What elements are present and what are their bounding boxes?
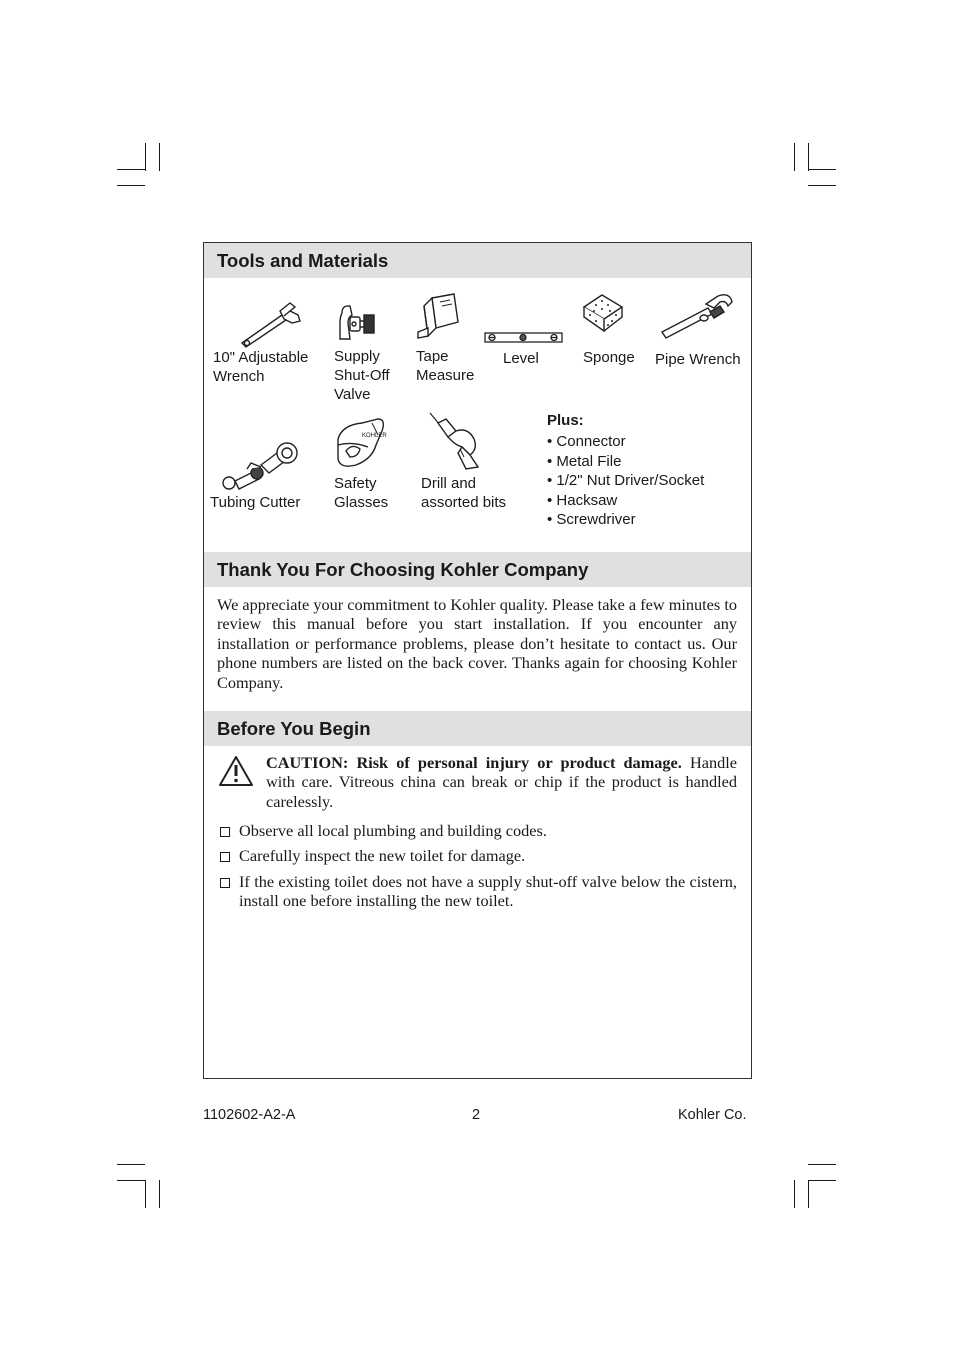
tool-label-safety-glasses: Safety Glasses bbox=[334, 475, 389, 511]
checklist-item bbox=[218, 821, 737, 840]
tool-level bbox=[484, 331, 564, 345]
content-frame bbox=[203, 242, 752, 1079]
sponge-icon bbox=[582, 293, 624, 335]
plus-item: • Screwdriver bbox=[547, 511, 636, 529]
tool-tape-measure bbox=[414, 292, 462, 340]
plus-item: • Hacksaw bbox=[547, 491, 618, 509]
tool-label-adjustable-wrench: 10" Adjustable Wrench bbox=[213, 349, 309, 385]
checklist-item bbox=[218, 846, 737, 865]
checkbox-icon bbox=[220, 827, 230, 837]
tool-label-sponge: Sponge bbox=[583, 349, 635, 366]
caution-text bbox=[266, 753, 737, 811]
tool-pipe-wrench bbox=[658, 292, 738, 340]
level-icon bbox=[484, 331, 564, 345]
tape-measure-icon bbox=[414, 292, 462, 340]
tool-label-tubing-cutter: Tubing Cutter bbox=[210, 494, 301, 511]
tool-shutoff-valve bbox=[336, 303, 378, 343]
caution-bold: CAUTION: Risk of personal injury or product damage. bbox=[266, 753, 682, 772]
warning-triangle-icon bbox=[218, 755, 254, 787]
tool-adjustable-wrench bbox=[238, 293, 304, 349]
thanks-heading: Thank You For Choosing Kohler Company bbox=[204, 552, 751, 587]
checklist-text: Carefully inspect the new toilet for damage. bbox=[239, 846, 526, 866]
tool-safety-glasses bbox=[332, 415, 388, 471]
checklist-item bbox=[218, 872, 737, 911]
checklist bbox=[218, 821, 737, 917]
footer-page-number: 2 bbox=[472, 1107, 481, 1123]
begin-heading: Before You Begin bbox=[204, 711, 751, 746]
tubing-cutter-icon bbox=[221, 439, 301, 491]
tool-label-tape-measure: Tape Measure bbox=[416, 348, 475, 384]
pipe-wrench-icon bbox=[658, 292, 738, 340]
checklist-text: If the existing toilet does not have a supply shut-off valve below the cistern, install one before installing the new toilet. bbox=[239, 871, 737, 911]
tools-heading: Tools and Materials bbox=[204, 243, 751, 278]
tool-label-pipe-wrench: Pipe Wrench bbox=[655, 351, 741, 368]
footer-doc-number: 1102602-A2-A bbox=[203, 1107, 296, 1123]
caution-block bbox=[218, 755, 254, 792]
tool-drill bbox=[426, 409, 482, 471]
svg-text:KOHLER: KOHLER bbox=[362, 433, 387, 439]
tool-tubing-cutter bbox=[221, 439, 301, 491]
drill-icon bbox=[426, 409, 482, 471]
plus-title: Plus: bbox=[547, 412, 584, 429]
tool-sponge bbox=[582, 293, 624, 335]
plus-list bbox=[547, 411, 704, 529]
tool-label-shutoff-valve: Supply Shut-Off Valve bbox=[334, 348, 390, 403]
safety-glasses-icon bbox=[332, 415, 388, 471]
tool-label-level: Level bbox=[503, 350, 539, 367]
plus-item: • 1/2" Nut Driver/Socket bbox=[547, 472, 705, 490]
checkbox-icon bbox=[220, 852, 230, 862]
adjustable-wrench-icon bbox=[238, 293, 304, 349]
thanks-paragraph: We appreciate your commitment to Kohler quality. Please take a few minutes to review this manual before you start installation. If you encounter any installation or performance problems, please don’t hesitate to contact us. Our phone numbers are listed on the back cover. Thanks again for choosing Kohler Company. bbox=[217, 595, 737, 692]
tool-label-drill: Drill and assorted bits bbox=[421, 475, 507, 511]
plus-item: • Connector bbox=[547, 433, 626, 451]
checkbox-icon bbox=[220, 878, 230, 888]
footer-company: Kohler Co. bbox=[678, 1107, 747, 1123]
plus-item: • Metal File bbox=[547, 452, 622, 470]
checklist-text: Observe all local plumbing and building codes. bbox=[239, 821, 547, 840]
shutoff-valve-icon bbox=[336, 303, 378, 343]
caution-body: Handle with care. Vitreous china can break or chip if the product is handled carelessly. bbox=[266, 753, 737, 811]
